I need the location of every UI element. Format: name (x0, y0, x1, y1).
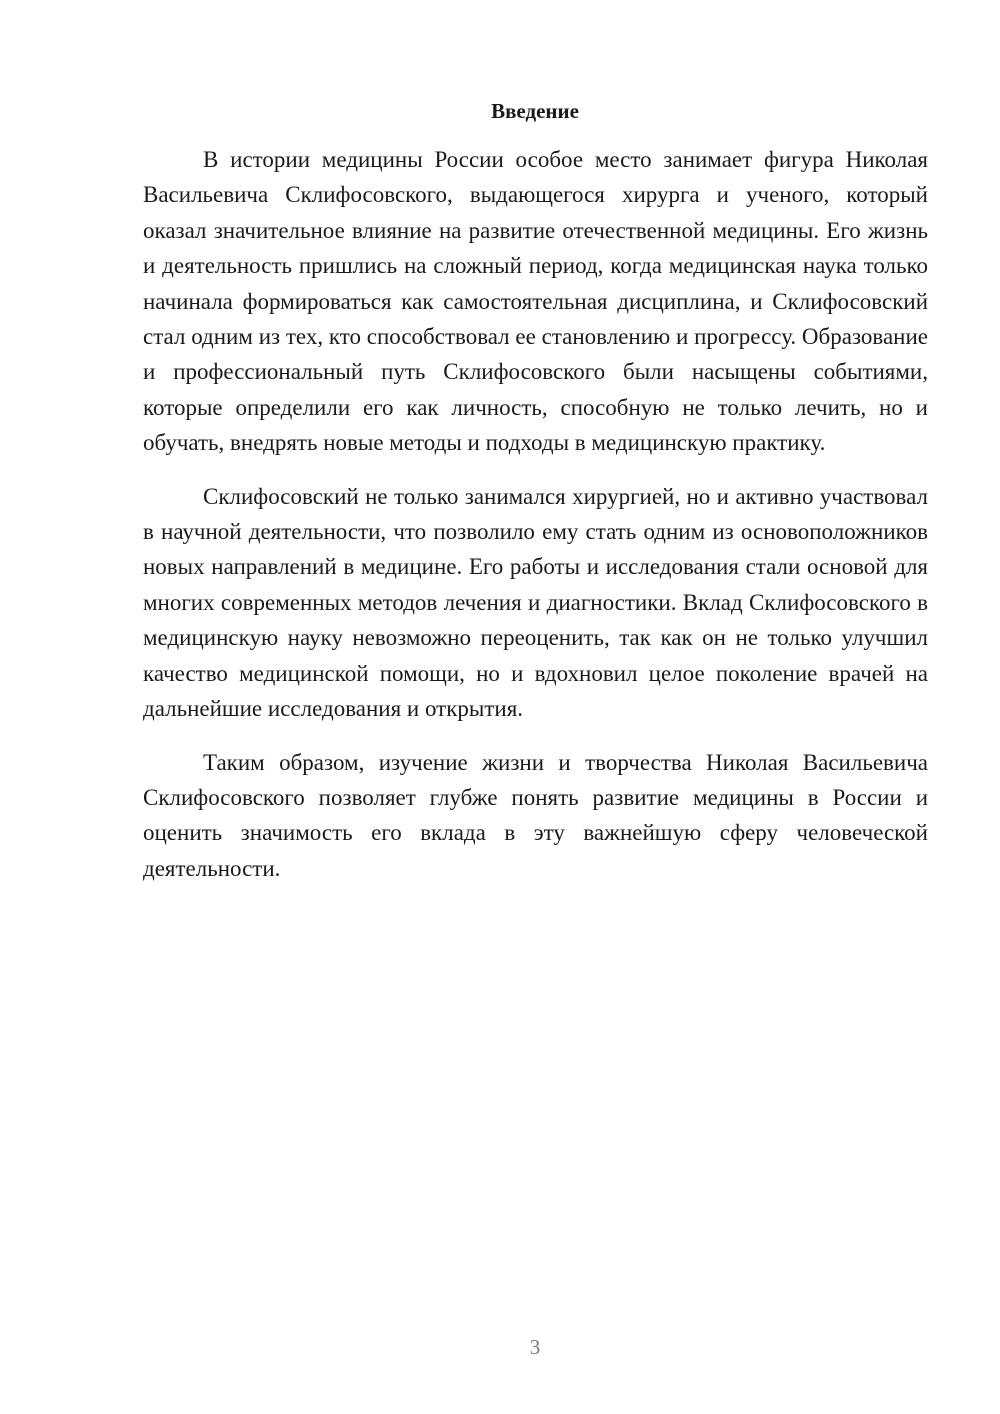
page-number: 3 (529, 1335, 541, 1359)
paragraph-2: Склифосовский не только занимался хирургией, но и активно участвовал в научной деятельности, что позволило ему стать одним из основоположников новых направлений в медицине. Его работы и исследования стали основой для многих современных методов лечения и диагностики. Вклад Склифосовского в медицинскую науку невозможно переоценить, так как он не только улучшил качество медицинской помощи, но и вдохновил целое поколение врачей на дальнейшие исследования и открытия. (143, 483, 928, 722)
section-heading: Введение (491, 99, 579, 123)
paragraph-1: В истории медицины России особое место занимает фигура Николая Васильевича Склифосовского, выдающегося хирурга и ученого, который оказал значительное влияние на развитие отечественной медицины. Его жизнь и деятельность пришлись на сложный период, когда медицинская наука только начинала формироваться как самостоятельная дисциплина, и Склифосовский стал одним из тех, кто способствовал ее становлению и прогрессу. Образование и профессиональный путь Склифосовского были насыщены событиями, которые определили его как личность, способную не только лечить, но и обучать, внедрять новые методы и подходы в медицинскую практику. (143, 147, 928, 456)
document-body (143, 142, 928, 904)
paragraph-3: Таким образом, изучение жизни и творчества Николая Васильевича Склифосовского позволяет глубже понять развитие медицины в России и оценить значимость его вклада в эту важнейшую сферу человеческой деятельности. (143, 749, 928, 881)
